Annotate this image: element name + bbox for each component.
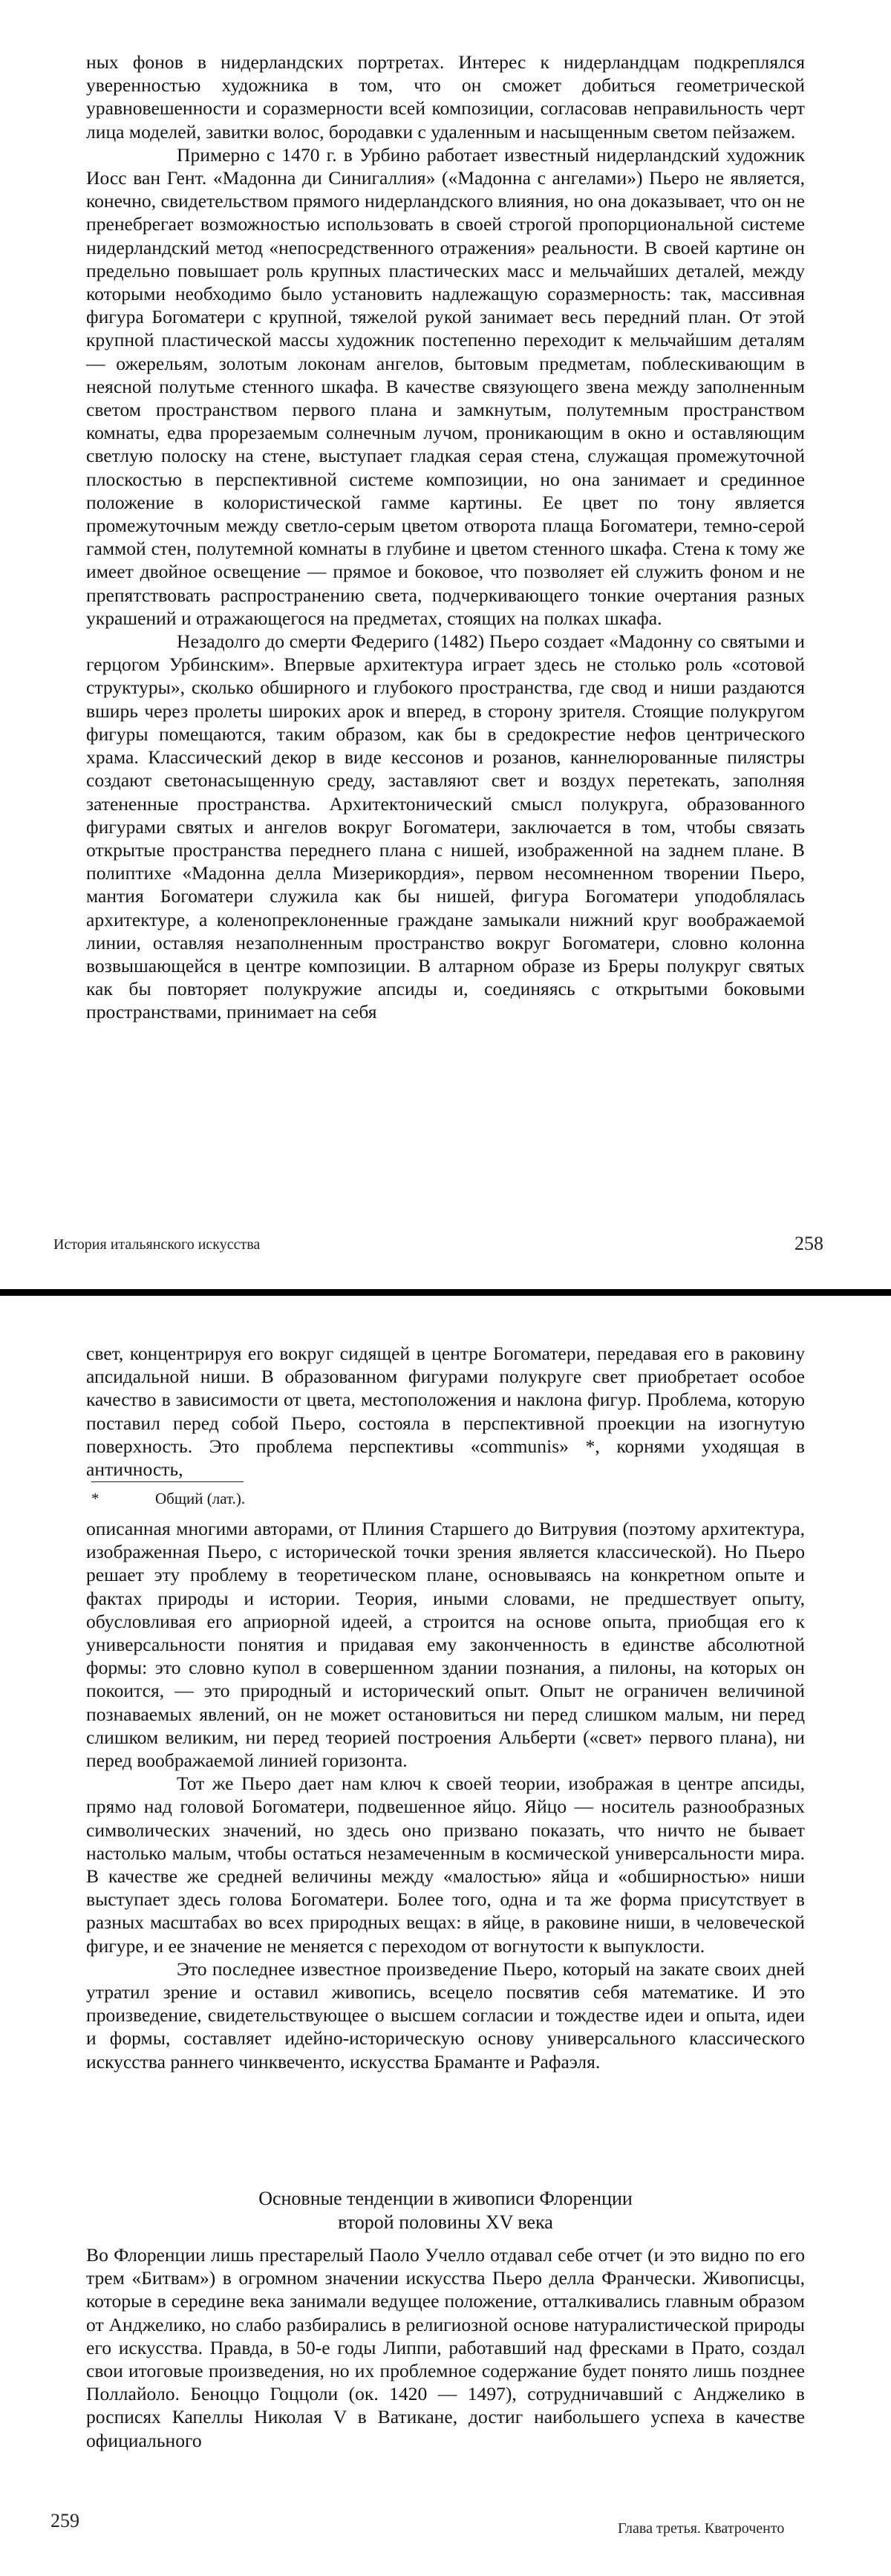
footnote-mark: * (91, 1490, 99, 1507)
paragraph-3: Незадолго до смерти Федериго (1482) Пьеро создает «Мадонну со святыми и герцогом Урбинским». Впервые архитектура играет здесь не столько роль «сотовой структуры», сколько обширного и глубокого пространства, где свод и ниши раздаются вширь через пролеты широких арок и вперед, в сторону зрителя. Стоящие полукругом фигуры помещаются, таким образом, как бы в средокрестие нефов центрического храма. Классический декор в виде кессонов и розанов, каннелюрованные пилястры создают светонасыщенную среду, заставляют свет и воздух перетекать, заполняя затененные пространства. Архитектонический смысл полукруга, образованного фигурами святых и ангелов вокруг Богоматери, заключается в том, чтобы связать открытые пространства переднего плана с нишей, изображенной на заднем плане. В полиптихе «Мадонна делла Мизерикордия», первом несомненном творении Пьеро, мантия Богоматери служила как бы нишей, фигура Богоматери уподоблялась архитектуре, а коленопреклоненные граждане замыкали нижний круг воображаемой линии, оставляя незаполненным пространство вокруг Богоматери, словно колонна возвышающейся в центре композиции. В алтарном образе из Бреры полукруг святых как бы повторяет полукружие апсиды и, соединяясь с открытыми боковыми пространствами, принимает на себя (86, 630, 805, 1023)
paragraph-7: Это последнее известное произведение Пьеро, который на закате своих дней утратил зрение и оставил живопись, всецело посвятив себя математике. И это произведение, свидетельствующее о высшем согласии и тождестве идеи и опыта, идеи и формы, составляет идейно-историческую основу универсального классического искусства раннего чинквеченто, искусства Браманте и Рафаэля. (86, 1957, 805, 2073)
paragraph-8: Во Флоренции лишь престарелый Паоло Учелло отдавал себе отчет (и это видно по его трем «Битвам») в огромном значении искусства Пьеро делла Франчески. Живописцы, которые в середине века занимали ведущее положение, отталкивались главным образом от Анджелико, но слабо разбирались в религиозной основе натуралистической природы его искусства. Правда, в 50-е годы Липпи, работавший над фресками в Прато, создал свои итоговые произведения, но их проблемное содержание будет понято лишь позднее Поллайоло. Беноццо Гоццоли (ок. 1420 — 1497), сотрудничавший с Анджелико в росписях Капеллы Николая V в Ватикане, достиг наибольшего успеха в качестве официального (86, 2244, 805, 2451)
footnote (91, 1489, 804, 1508)
page-number: 258 (794, 1233, 823, 1254)
paragraph-2: Примерно с 1470 г. в Урбино работает известный нидерландский художник Иосс ван Гент. «Мадонна ди Синигаллия» («Мадонна с ангелами») Пьеро не является, конечно, свидетельством прямого нидерландского влияния, но она доказывает, что он не пренебрегает возможностью использовать в своей строгой пропорциональной системе нидерландский метод «непосредственного отражения» реальности. В своей картине он предельно повышает роль крупных пластических масс и мельчайших деталей, между которыми необходимо было установить надлежащую соразмерность: так, массивная фигура Богоматери с крупной, тяжелой рукой занимает весь передний план. От этой крупной пластической массы художник постепенно переходит к мельчайшим деталям — ожерельям, золотым локонам ангелов, бытовым предметам, поблескивающим в неясной полутьме стенного шкафа. В качестве связующего звена между заполненным светом пространством первого плана и замкнутым, полутемным пространством комнаты, едва прорезаемым солнечным лучом, проникающим в окно и оставляющим светлую полоску на стене, выступает гладкая серая стена, служащая промежуточной плоскостью в перспективной системе композиции, но она занимает и срединное положение в колористической гамме картины. Ее цвет по тону является промежуточным между светло-серым цветом отворота плаща Богоматери, темно-серой гаммой стен, полутемной комнаты в глубине и цветом стенного шкафа. Стена к тому же имеет двойное освещение — прямое и боковое, что позволяет ей служить фоном и не препятствовать распространению света, подчеркивающего тонкие очертания разных украшений и отражающегося на предметах, стоящих на полках шкафа. (86, 143, 805, 629)
body-text-page-258 (86, 50, 805, 1024)
section-heading-line-2: второй половины XV века (338, 2211, 553, 2233)
running-head: История итальянского искусства (53, 1236, 261, 1253)
footnote-text: Общий (лат.). (155, 1490, 246, 1507)
section-heading-line-1: Основные тенденции в живописи Флоренции (258, 2188, 633, 2209)
paragraph-1: ных фонов в нидерландских портретах. Интерес к нидерландцам подкреплялся уверенностью художника в том, что он сможет добиться геометрической уравновешенности и соразмерности всей композиции, согласовав неправильность черт лица моделей, завитки волос, бородавки с удаленным и насыщенным светом пейзажем. (86, 51, 805, 143)
footnote-rule (91, 1481, 244, 1482)
page-259 (0, 1296, 891, 2576)
section-heading (86, 2187, 805, 2234)
body-text-after-heading (86, 2243, 805, 2452)
paragraph-5: описанная многими авторами, от Плиния Старшего до Витрувия (поэтому архитектура, изображенная Пьеро, с исторической точки зрения является классической). Но Пьеро решает эту проблему в теоретическом плане, основываясь на конкретном опыте и фактах природы и истории. Теория, иными словами, не предшествует опыту, обусловливая его априорной идеей, а строится на основе опыта, приобщая его к универсальности понятия и придавая ему законченность в единстве абсолютной формы: это словно купол в совершенном здании познания, а пилоны, на которых он покоится, — это природный и исторический опыт. Опыт не ограничен величиной познаваемых явлений, он не может остановиться ни перед слишком малым, ни перед слишком великим, ни перед теорией построения Альберти («свет» первого плана), ни перед воображаемой линией горизонта. (86, 1518, 805, 1772)
page-number: 259 (50, 2510, 79, 2531)
paragraph-4: свет, концентрируя его вокруг сидящей в центре Богоматери, передавая его в раковину апсидальной ниши. В образованном фигурами полукруге свет приобретает особое качество в зависимости от цвета, местоположения и наклона фигур. Проблема, которую поставил перед собой Пьеро, состояла в перспективной проекции на изогнутую поверхность. Это проблема перспективы «communis» *, корнями уходящая в античность, (86, 1343, 805, 1481)
body-text-after-footnote (86, 1517, 805, 2073)
running-head: Глава третья. Кватроченто (618, 2520, 785, 2537)
paragraph-6: Тот же Пьеро дает нам ключ к своей теории, изображая в центре апсиды, прямо над головой Богоматери, подвешенное яйцо. Яйцо — носитель разнообразных символических значений, но здесь оно призвано показать, что ничто не бывает настолько малым, чтобы остаться незамеченным в космической универсальности мира. В качестве же средней величины между «малостью» яйца и «обширностью» ниши выступает здесь голова Богоматери. Более того, одна и та же форма присутствует в разных масштабах во всех природных вещах: в яйце, в раковине ниши, в человеческой фигуре, и ее значение не меняется с переходом от вогнутости к выпуклости. (86, 1773, 805, 1957)
body-text-before-footnote (86, 1342, 805, 1481)
